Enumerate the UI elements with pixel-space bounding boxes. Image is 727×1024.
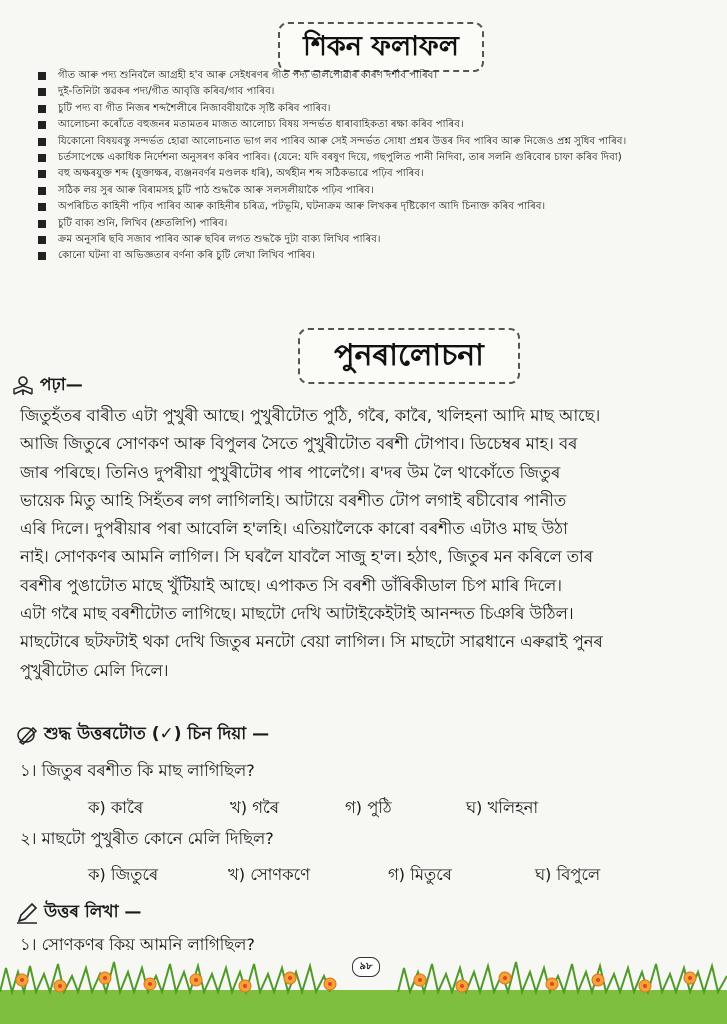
- list-item: চুটি পদ্য বা গীত নিজৰ শব্দশৈলীৰে নিজাববীয়াকৈ সৃষ্টি কৰিব পাৰিব।: [38, 101, 718, 117]
- option[interactable]: ঘ) বিপুলে: [535, 865, 601, 884]
- reader-icon: [12, 375, 34, 397]
- option[interactable]: গ) মিতুৰে: [388, 865, 452, 884]
- list-item: চুটি বাক্য শুনি, লিখিব (শ্ৰুতলিপি) পাৰিব।: [38, 216, 718, 232]
- tick-exercise-heading: [16, 721, 269, 749]
- passage-line: এৰি দিলে। দুপৰীয়াৰ পৰা আবেলি হ'লহি। এতিয়ালৈকে কাৰো বৰশীত এটাও মাছ উঠা: [20, 519, 568, 539]
- list-item: বহু অক্ষৰযুক্ত শব্দ (যুক্তাক্ষৰ, ব্যঞ্জনবৰ্ণৰ মণ্ডলক ধৰি), অৰ্থহীন শব্দ সঠিকভাৱে পঢ়িব পাৰিব।: [38, 166, 718, 182]
- page-number: ৯৮: [352, 957, 380, 977]
- reading-passage: [20, 402, 720, 685]
- list-item: চৰ্তসাপেক্ষে একাধিক নিৰ্দেশনা অনুসৰণ কৰিব পাৰিব। (যেনে: যদি বৰষুণ দিয়ে, গছপুলিত পানী নিদিবা, তাৰ সলনি গুৰিবোৰ চাফা কৰিব দিবা): [38, 150, 718, 166]
- write-exercise-label: উত্তৰ লিখা —: [44, 902, 142, 922]
- list-item: যিকোনো বিষয়বস্তু সন্দৰ্ভত হোৱা আলোচনাত ভাগ লব পাৰিব আৰু সেই সন্দৰ্ভত সোধা প্ৰশ্নৰ উত্তৰ দিব পাৰিব আৰু নিজেও প্ৰশ্ন সুধিব পাৰিব।: [38, 134, 718, 150]
- list-item: আলোচনা কৰোঁতে বহুজনৰ মতামতৰ মাজত আলোচ্য বিষয় সন্দৰ্ভত ধাৰাবাহিকতা ৰক্ষা কৰিব পাৰিব।: [38, 117, 718, 133]
- passage-line: আজি জিতুৰে সোণকণ আৰু বিপুলৰ সৈতে পুখুৰীটোত বৰশী টোপাব। ডিচেম্বৰ মাহ। বৰ: [20, 434, 578, 454]
- question-1: ১। জিতুৰ বৰশীত কি মাছ লাগিছিল?: [20, 761, 255, 780]
- list-item: কোনো ঘটনা বা অভিজ্ঞতাৰ বৰ্ণনা কৰি চুটি লেখা লিখিব পাৰিব।: [38, 248, 718, 264]
- question-3: ১। সোণকণৰ কিয় আমনি লাগিছিল?: [20, 935, 255, 954]
- list-item: দুই-তিনিটা স্তৱকৰ পদ্য/গীত আবৃত্তি কৰিব/গাব পাৰিব।: [38, 84, 718, 100]
- passage-line: বৰশীৰ পুঙাটোত মাছে খুঁটিয়াই আছে। এপাকত সি বৰশী ডাঁৰিকীডাল চিপ মাৰি দিলে।: [20, 575, 562, 595]
- passage-line: এটা গৰৈ মাছ বৰশীটোত লাগিছে। মাছটো দেখি আটাইকেইটাই আনন্দত চিঞৰি উঠিল।: [20, 604, 574, 624]
- pencil-icon: [16, 902, 38, 924]
- option[interactable]: ঘ) খলিহনা: [466, 798, 539, 817]
- list-item: সঠিক লয় সুৰ আৰু বিৰামসহ চুটি পাঠ শুদ্ধকৈ আৰু সলসলীয়াকৈ পঢ়িব পাৰিব।: [38, 183, 718, 199]
- list-item: গীত আৰু পদ্য শুনিবলৈ আগ্ৰহী হ'ব আৰু সেইধৰণৰ গীত পদ্য ভালপোৱাৰ কাৰণ দৰ্শাব পাৰিব।: [38, 68, 718, 84]
- write-exercise-heading: [16, 899, 141, 927]
- passage-line: মাছটোৰে ছটফটাই থকা দেখি জিতুৰ মনটো বেয়া লাগিল। সি মাছটো সাৱধানে এৰুৱাই পুনৰ: [20, 632, 603, 652]
- learning-outcomes-list: [38, 68, 718, 265]
- option[interactable]: ক) কাৰৈ: [88, 798, 144, 817]
- option[interactable]: খ) গৰৈ: [230, 798, 279, 817]
- learning-outcomes-title: শিকন ফলাফল: [278, 22, 484, 72]
- passage-line: পুখুৰীটোত মেলি দিলে।: [20, 660, 169, 680]
- passage-line: ভায়েক মিতু আহি সিহঁতৰ লগ লাগিলহি। আটায়ে বৰশীত টোপ লগাই ৰচীবোৰ পানীত: [20, 490, 567, 510]
- option[interactable]: খ) সোণকণে: [228, 865, 310, 884]
- pencil-ring-icon: [16, 725, 38, 745]
- option[interactable]: গ) পুঠি: [345, 798, 392, 817]
- read-heading: [12, 372, 83, 400]
- read-heading-label: পঢ়া—: [40, 375, 83, 395]
- passage-line: জিতুহঁতৰ বাৰীত এটা পুখুৰী আছে। পুখুৰীটোত পুঠি, গৰৈ, কাৰৈ, খলিহনা আদি মাছ আছে।: [20, 406, 601, 425]
- question-2: ২। মাছটো পুখুৰীত কোনে মেলি দিছিল?: [20, 829, 274, 848]
- list-item: অপৰিচিত কাহিনী পঢ়িব পাৰিব আৰু কাহিনীৰ চৰিত্ৰ, পটভূমি, ঘটনাক্ৰম আৰু লিখকৰ দৃষ্টিকোণ আদি চিনাক্ত কৰিব পাৰিব।: [38, 199, 718, 215]
- tick-exercise-label: শুদ্ধ উত্তৰটোত (✓) চিন দিয়া —: [44, 724, 270, 744]
- option[interactable]: ক) জিতুৰে: [88, 865, 159, 884]
- passage-line: জাৰ পৰিছে। তিনিও দুপৰীয়া পুখুৰীটোৰ পাৰ পালেগৈ। ৰ'দৰ উম লৈ থাকোঁতে জিতুৰ: [20, 462, 561, 482]
- list-item: ক্ৰম অনুসৰি ছবি সজাব পাৰিব আৰু ছবিৰ লগত শুদ্ধকৈ দুটা বাক্য লিখিব পাৰিব।: [38, 232, 718, 248]
- review-title: পুনৰালোচনা: [298, 328, 520, 384]
- passage-line: নাই। সোণকণৰ আমনি লাগিল। সি ঘৰলৈ যাবলৈ সাজু হ'ল। হঠাৎ, জিতুৰ মন কৰিলে তাৰ: [20, 547, 593, 567]
